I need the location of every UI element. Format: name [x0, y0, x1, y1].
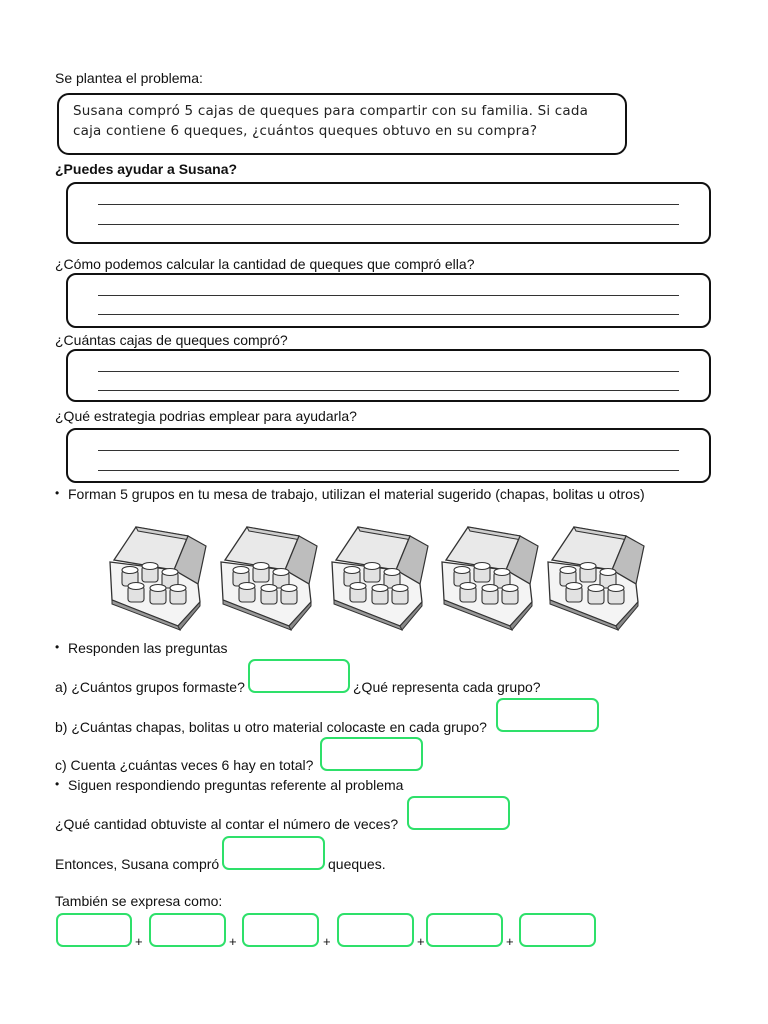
answer-b-input[interactable]: [496, 698, 599, 732]
cake-box-icon: [332, 527, 428, 630]
cake-box-icon: [442, 527, 538, 630]
plus-sign: +: [323, 934, 331, 949]
answer-a-input[interactable]: [248, 659, 350, 693]
cake-box-icon: [110, 527, 206, 630]
answer-box-4[interactable]: [66, 428, 711, 483]
question-strategy: ¿Qué estrategia podrias emplear para ayudarla?: [55, 408, 357, 424]
sum-term-input-2[interactable]: [149, 913, 226, 947]
question-a-represent: ¿Qué representa cada grupo?: [353, 679, 541, 695]
cake-box-icon: [548, 527, 644, 630]
sum-term-input-4[interactable]: [337, 913, 414, 947]
plus-sign: +: [506, 934, 514, 949]
plus-sign: +: [135, 934, 143, 949]
intro-text: Se plantea el problema:: [55, 70, 203, 86]
question-b: b) ¿Cuántas chapas, bolitas u otro material colocaste en cada grupo?: [55, 719, 487, 735]
sum-term-input-3[interactable]: [242, 913, 319, 947]
sum-term-input-5[interactable]: [426, 913, 503, 947]
sum-term-input-6[interactable]: [519, 913, 596, 947]
problem-line-2: caja contiene 6 queques, ¿cuántos queques obtuvo en su compra?: [73, 123, 538, 139]
answer-bought-input[interactable]: [222, 836, 325, 870]
plus-sign: +: [417, 934, 425, 949]
question-c: c) Cuenta ¿cuántas veces 6 hay en total?: [55, 757, 314, 773]
cake-boxes-illustration: [108, 522, 653, 632]
statement-bought: Entonces, Susana compró: [55, 856, 220, 872]
question-help-susana: ¿Puedes ayudar a Susana?: [55, 161, 238, 177]
instruction-answer: Responden las preguntas: [68, 640, 228, 656]
statement-expressed: También se expresa como:: [55, 893, 223, 909]
question-quantity: ¿Qué cantidad obtuviste al contar el número de veces?: [55, 816, 399, 832]
instruction-form-groups: Forman 5 grupos en tu mesa de trabajo, utilizan el material sugerido (chapas, bolitas u otros): [68, 486, 645, 502]
question-boxes-count: ¿Cuántas cajas de queques compró?: [55, 332, 288, 348]
cake-box-icon: [221, 527, 317, 630]
sum-term-input-1[interactable]: [56, 913, 132, 947]
question-a: a) ¿Cuántos grupos formaste?: [55, 679, 245, 695]
problem-box: [57, 93, 627, 155]
statement-queques: queques.: [328, 856, 386, 872]
answer-quantity-input[interactable]: [407, 796, 510, 830]
instruction-continue: Siguen respondiendo preguntas referente al problema: [68, 777, 404, 793]
plus-sign: +: [229, 934, 237, 949]
answer-box-1[interactable]: [66, 182, 711, 244]
bullet-3: •: [55, 777, 60, 791]
bullet-1: •: [55, 486, 60, 500]
answer-box-3[interactable]: [66, 349, 711, 402]
answer-c-input[interactable]: [320, 737, 423, 771]
answer-box-2[interactable]: [66, 273, 711, 328]
bullet-2: •: [55, 640, 60, 654]
question-calculate: ¿Cómo podemos calcular la cantidad de queques que compró ella?: [55, 256, 475, 272]
problem-line-1: Susana compró 5 cajas de queques para compartir con su familia. Si cada: [73, 103, 589, 119]
